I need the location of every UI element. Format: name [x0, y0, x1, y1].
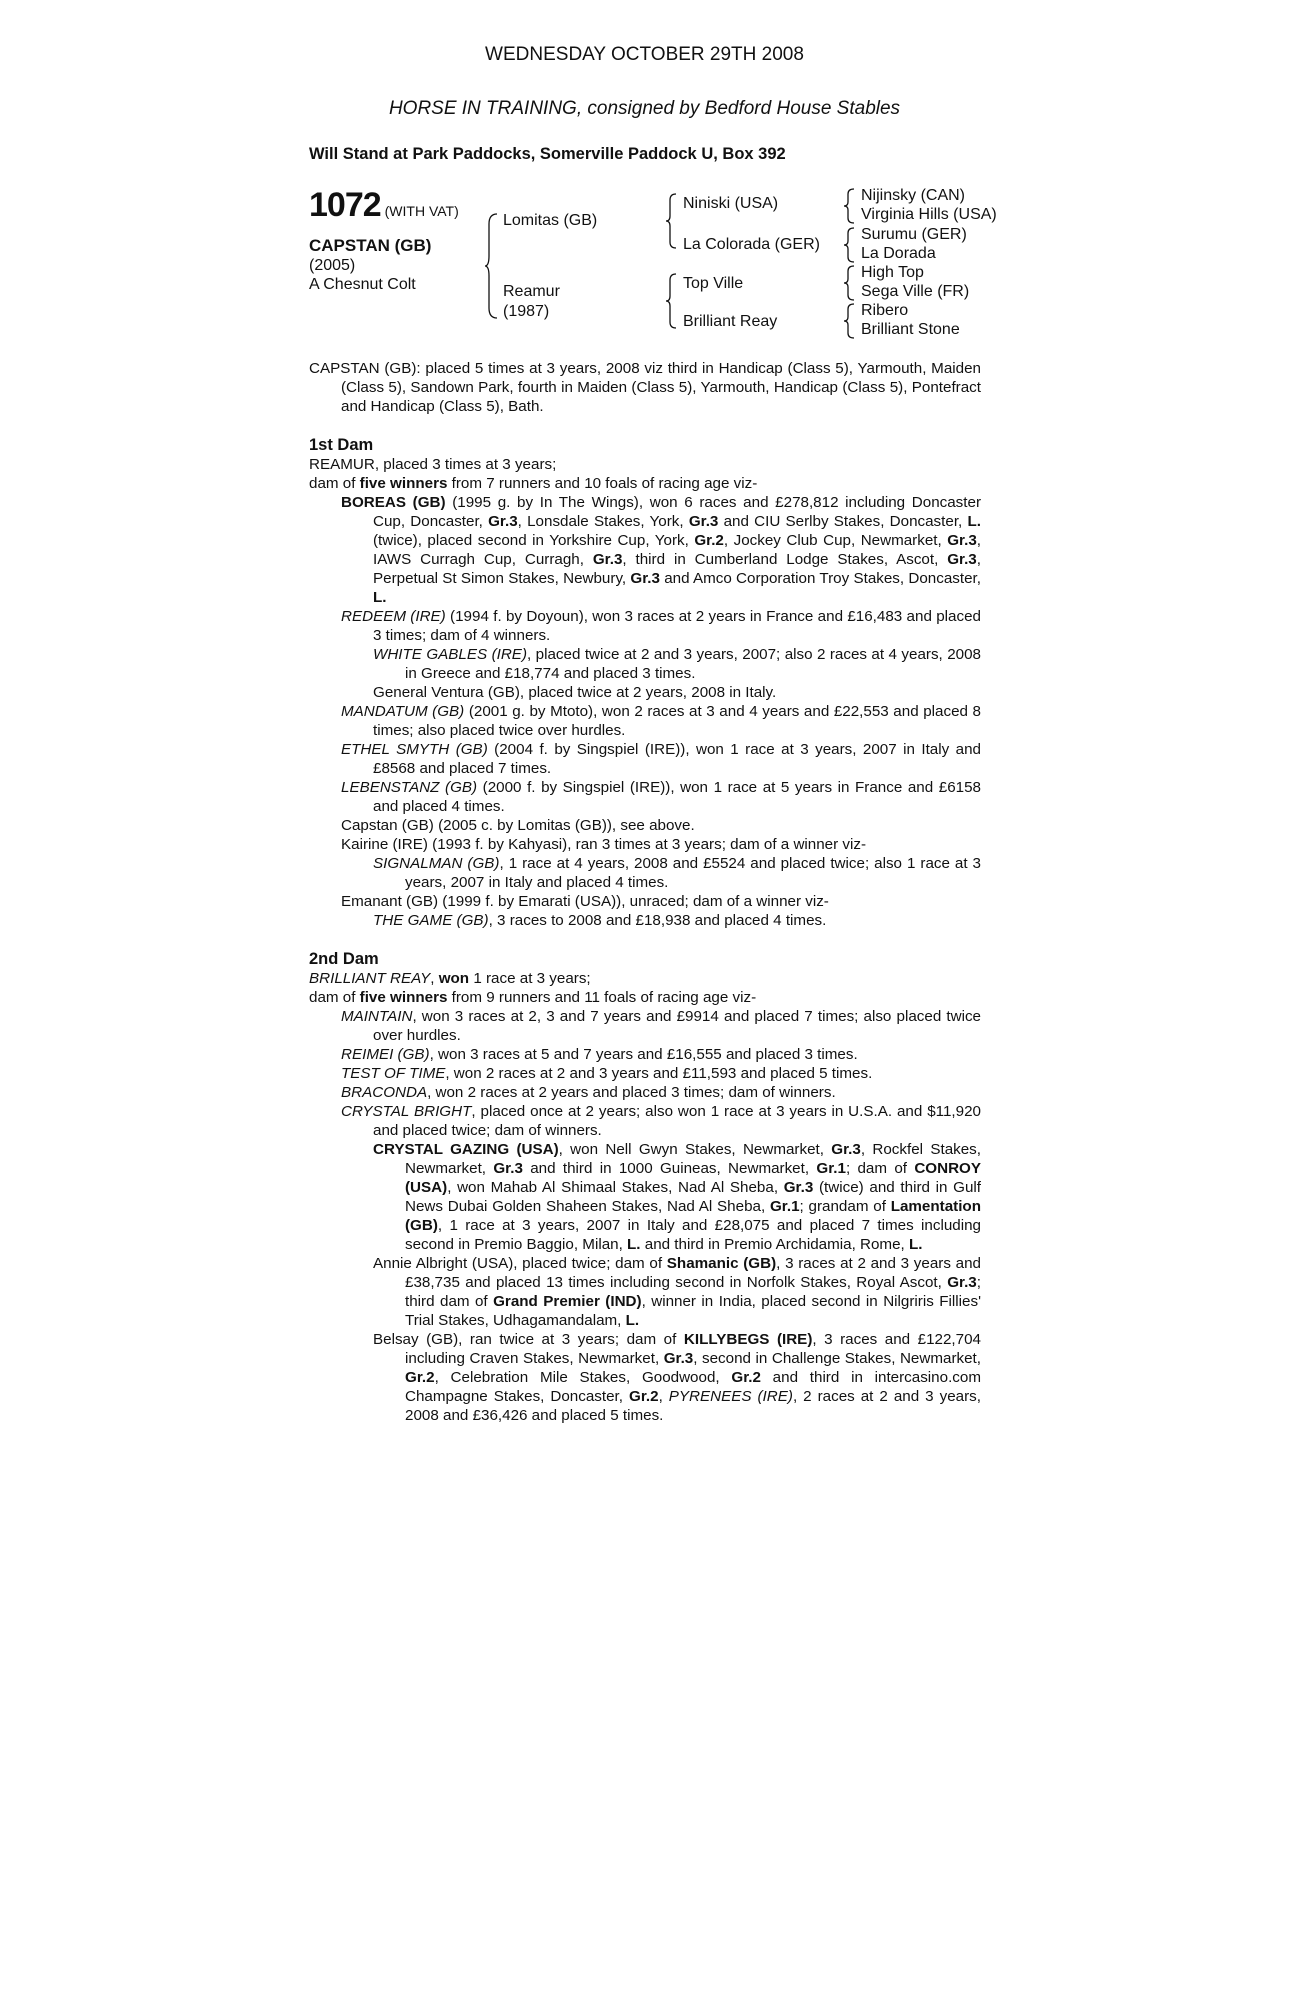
horse-year: (2005): [309, 257, 356, 274]
second-dam-line1: BRILLIANT REAY, won 1 race at 3 years;: [309, 970, 591, 987]
produce-signalman: SIGNALMAN (GB), 1 race at 4 years, 2008 and £5524 and placed twice; also 1 race at 3 years, 2007 in Italy and placed 4 times.: [373, 855, 981, 891]
produce-boreas: BOREAS (GB) (1995 g. by In The Wings), won 6 races and £278,812 including Doncaster Cup, Doncaster, Gr.3, Lonsdale Stakes, York, Gr.3 and CIU Serlby Stakes, Doncaster, L. (twice), placed second in Yorkshire Cup, York, Gr.2, Jockey Club Cup, Newmarket, Gr.3, IAWS Curragh Cup, Curragh, Gr.3, third in Cumberland Lodge Stakes, Ascot, Gr.3, Perpetual St Simon Stakes, Newbury, Gr.3 and Amco Corporation Troy Stakes, Doncaster, L.: [341, 494, 982, 606]
pedigree-g3: Surumu (GER): [861, 226, 967, 243]
produce-braconda: BRACONDA, won 2 races at 2 years and placed 3 times; dam of winners.: [341, 1084, 836, 1101]
produce-the-game: THE GAME (GB), 3 races to 2008 and £18,938 and placed 4 times.: [373, 912, 827, 929]
first-dam-heading: 1st Dam: [309, 436, 374, 454]
produce-kairine: Kairine (IRE) (1993 f. by Kahyasi), ran 3 times at 3 years; dam of a winner viz-: [341, 836, 867, 853]
produce-lebenstanz: LEBENSTANZ (GB) (2000 f. by Singspiel (IRE)), won 1 race at 5 years in France and £6158 and placed 4 times.: [341, 779, 981, 815]
second-dam-line2: dam of five winners from 9 runners and 11 foals of racing age viz-: [309, 989, 757, 1006]
produce-belsay: Belsay (GB), ran twice at 3 years; dam of KILLYBEGS (IRE), 3 races and £122,704 including Craven Stakes, Newmarket, Gr.3, second in Challenge Stakes, Newmarket, Gr.2, Celebration Mile Stakes, Goodwood, Gr.2 and third in intercasino.com Champagne Stakes, Doncaster, Gr.2, PYRENEES (IRE), 2 races at 2 and 3 years, 2008 and £36,426 and placed 5 times.: [373, 1331, 981, 1424]
pedigree-brace-g4: [843, 302, 855, 340]
produce-maintain: MAINTAIN, won 3 races at 2, 3 and 7 years and £9914 and placed 7 times; also placed twice over hurdles.: [341, 1008, 981, 1044]
produce-crystal-gazing: CRYSTAL GAZING (USA), won Nell Gwyn Stakes, Newmarket, Gr.3, Rockfel Stakes, Newmarket, Gr.3 and third in 1000 Guineas, Newmarket, Gr.1; dam of CONROY (USA), won Mahab Al Shimaal Stakes, Nad Al Sheba, Gr.3 (twice) and third in Gulf News Dubai Golden Shaheen Stakes, Nad Al Sheba, Gr.1; grandam of Lamentation (GB), 1 race at 3 years, 2007 in Italy and £28,075 and placed 7 times including second in Premio Baggio, Milan, L. and third in Premio Archidamia, Rome, L.: [373, 1141, 982, 1253]
pedigree-g1: Nijinsky (CAN): [861, 187, 965, 204]
pedigree-g7: Ribero: [861, 302, 909, 319]
pedigree-brace-sire: [665, 192, 677, 250]
pedigree-brace-dam: [665, 272, 677, 330]
pedigree-dam-dam: Brilliant Reay: [683, 313, 778, 330]
pedigree-sire-dam: La Colorada (GER): [683, 236, 820, 253]
lot-number: 1072: [309, 186, 381, 224]
pedigree-g5: High Top: [861, 264, 924, 281]
produce-emanant: Emanant (GB) (1999 f. by Emarati (USA)), unraced; dam of a winner viz-: [341, 893, 829, 910]
lot-header: [309, 186, 459, 225]
pedigree-g8: Brilliant Stone: [861, 321, 960, 338]
pedigree-g6: Sega Ville (FR): [861, 283, 970, 300]
produce-redeem: REDEEM (IRE) (1994 f. by Doyoun), won 3 races at 2 years in France and £16,483 and placed 3 times; dam of 4 winners.: [341, 608, 981, 644]
produce-general-ventura: General Ventura (GB), placed twice at 2 years, 2008 in Italy.: [373, 684, 777, 701]
first-dam-line2: dam of five winners from 7 runners and 10 foals of racing age viz-: [309, 475, 758, 492]
catalogue-body: [309, 359, 981, 1425]
pedigree-g2: Virginia Hills (USA): [861, 206, 997, 223]
consignment-line: HORSE IN TRAINING, consigned by Bedford House Stables: [388, 98, 901, 119]
pedigree-sire-sire: Niniski (USA): [683, 195, 779, 212]
produce-ethel-smyth: ETHEL SMYTH (GB) (2004 f. by Singspiel (IRE)), won 1 race at 3 years, 2007 in Italy and £8568 and placed 7 times.: [341, 741, 981, 777]
second-dam-heading: 2nd Dam: [309, 950, 379, 968]
pedigree-brace-g2: [843, 226, 855, 264]
produce-test-of-time: TEST OF TIME, won 2 races at 2 and 3 years and £11,593 and placed 5 times.: [341, 1065, 873, 1082]
produce-crystal-bright: CRYSTAL BRIGHT, placed once at 2 years; also won 1 race at 3 years in U.S.A. and $11,920 and placed twice; dam of winners.: [341, 1103, 981, 1139]
pedigree-dam: Reamur: [503, 283, 560, 300]
produce-white-gables: WHITE GABLES (IRE), placed twice at 2 and 3 years, 2007; also 2 races at 4 years, 2008 in Greece and £18,774 and placed 3 times.: [373, 646, 981, 682]
horse-description: A Chesnut Colt: [309, 276, 416, 293]
first-dam-line1: REAMUR, placed 3 times at 3 years;: [309, 456, 557, 473]
pedigree-dam-year: (1987): [503, 303, 550, 320]
produce-mandatum: MANDATUM (GB) (2001 g. by Mtoto), won 2 races at 3 and 4 years and £22,553 and placed 8 times; also placed twice over hurdles.: [341, 703, 981, 739]
pedigree-sire: Lomitas (GB): [503, 212, 598, 229]
produce-reimei: REIMEI (GB), won 3 races at 5 and 7 years and £16,555 and placed 3 times.: [341, 1046, 858, 1063]
horse-name: CAPSTAN (GB): [309, 236, 432, 255]
pedigree-brace-g3: [843, 264, 855, 302]
pedigree-g4: La Dorada: [861, 245, 936, 262]
produce-capstan: Capstan (GB) (2005 c. by Lomitas (GB)), see above.: [341, 817, 695, 834]
produce-annie-albright: Annie Albright (USA), placed twice; dam of Shamanic (GB), 3 races at 2 and 3 years and £38,735 and placed 13 times including second in Norfolk Stakes, Royal Ascot, Gr.3; third dam of Grand Premier (IND), winner in India, placed second in Nilgriris Fillies' Trial Stakes, Udhagamandalam, L.: [373, 1255, 981, 1329]
pedigree-brace-main: [484, 212, 498, 320]
vat-label: (WITH VAT): [384, 203, 459, 219]
stand-location: Will Stand at Park Paddocks, Somerville Paddock U, Box 392: [309, 145, 786, 163]
race-record: CAPSTAN (GB): placed 5 times at 3 years, 2008 viz third in Handicap (Class 5), Yarmouth, Maiden (Class 5), Sandown Park, fourth in Maiden (Class 5), Yarmouth, Handicap (Class 5), Pontefract and Handicap (Class 5), Bath.: [309, 360, 981, 415]
pedigree-dam-sire: Top Ville: [683, 275, 744, 292]
pedigree-brace-g1: [843, 187, 855, 225]
sale-date: WEDNESDAY OCTOBER 29TH 2008: [485, 44, 804, 65]
